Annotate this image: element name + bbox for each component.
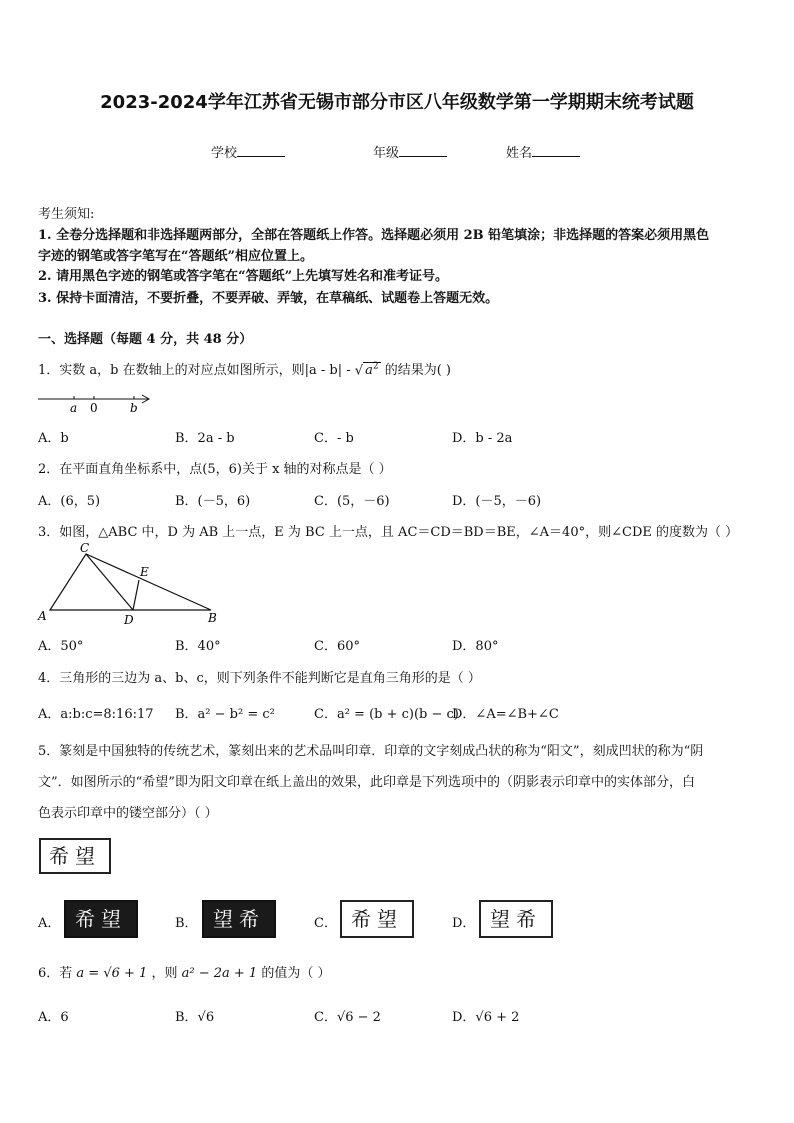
q3-option-a[interactable]: A．50° bbox=[38, 639, 84, 654]
q5-option-b-seal[interactable] bbox=[202, 900, 276, 938]
q1-option-b[interactable]: B．2a - b bbox=[175, 431, 235, 446]
triangle-figure bbox=[36, 540, 226, 628]
q4-option-d[interactable]: D．∠A=∠B+∠C bbox=[452, 707, 559, 722]
school-field bbox=[211, 142, 285, 161]
question-2: 2．在平面直角坐标系中，点(5，6)关于 x 轴的对称点是（ ） bbox=[38, 462, 392, 477]
question-6 bbox=[38, 962, 330, 981]
point-d: D bbox=[124, 613, 134, 627]
axis-label-0: 0 bbox=[90, 401, 98, 415]
notice-line: 字迹的钢笔或答字笔写在“答题纸”相应位置上。 bbox=[38, 249, 313, 264]
school-label: 学校 bbox=[211, 146, 238, 161]
q2-option-a[interactable]: A．(6，5) bbox=[38, 494, 101, 509]
q1-option-a[interactable]: A．b bbox=[38, 431, 69, 446]
seal-imprint bbox=[39, 838, 111, 874]
question-3: 3．如图，△ABC 中，D 为 AB 上一点，E 为 BC 上一点，且 AC＝CD＝BD＝BE，∠A＝40°，则∠CDE 的度数为（ ） bbox=[38, 525, 739, 540]
q4-option-c[interactable]: C．a² = (b + c)(b − c) bbox=[314, 707, 459, 722]
point-a: A bbox=[38, 609, 47, 623]
q6-option-b[interactable]: B．√6 bbox=[175, 1010, 215, 1025]
point-e: E bbox=[140, 565, 149, 579]
school-blank[interactable] bbox=[237, 144, 285, 157]
notice-heading: 考生须知: bbox=[38, 207, 95, 222]
q4-option-b[interactable]: B．a² − b² = c² bbox=[175, 707, 275, 722]
notice-line: 3. 保持卡面清洁，不要折叠，不要弄破、弄皱，在草稿纸、试题卷上答题无效。 bbox=[38, 291, 499, 306]
name-label: 姓名 bbox=[506, 146, 533, 161]
q3-option-d[interactable]: D．80° bbox=[452, 639, 499, 654]
question-1 bbox=[38, 359, 451, 378]
q5-option-b-label[interactable]: B． bbox=[175, 916, 198, 931]
page-title: 2023-2024学年江苏省无锡市部分市区八年级数学第一学期期末统考试题 bbox=[100, 92, 694, 113]
q1-option-d[interactable]: D．b - 2a bbox=[452, 431, 513, 446]
point-b: B bbox=[208, 611, 217, 625]
q6-stem-mid: ，则 bbox=[151, 966, 178, 981]
number-line-figure bbox=[38, 390, 158, 420]
point-c: C bbox=[80, 541, 90, 555]
q1-stem: 1．实数 a，b 在数轴上的对应点如图所示，则|a - b| - bbox=[38, 363, 351, 378]
q2-option-c[interactable]: C．(5，－6) bbox=[314, 494, 390, 509]
q5-option-d-label[interactable]: D． bbox=[452, 916, 476, 931]
grade-blank[interactable] bbox=[399, 144, 447, 157]
q6-stem-end: 的值为（ ） bbox=[261, 966, 331, 981]
seal-text: 希望 bbox=[75, 907, 127, 931]
question-5-line: 5．篆刻是中国独特的传统艺术，篆刻出来的艺术品叫印章．印章的文字刻成凸状的称为“阳文”，刻成凹状的称为“阴 bbox=[38, 744, 704, 759]
seal-text: 希望 bbox=[351, 907, 403, 931]
q5-option-c-seal[interactable] bbox=[340, 900, 414, 938]
seal-text: 望希 bbox=[490, 907, 542, 931]
q2-option-b[interactable]: B．(－5，6) bbox=[175, 494, 251, 509]
section-heading: 一、选择题（每题 4 分，共 48 分） bbox=[38, 332, 253, 347]
q1-option-c[interactable]: C．- b bbox=[314, 431, 354, 446]
grade-field bbox=[373, 142, 447, 161]
q6-option-c[interactable]: C．√6 − 2 bbox=[314, 1010, 381, 1025]
question-5-line: 色表示印章中的镂空部分）（ ） bbox=[38, 806, 218, 821]
question-5-line: 文”．如图所示的“希望”即为阳文印章在纸上盖出的效果，此印章是下列选项中的（阴影表示印章中的实体部分，白 bbox=[38, 775, 695, 790]
q5-option-a-seal[interactable] bbox=[64, 900, 138, 938]
axis-label-a: a bbox=[70, 401, 78, 415]
sqrt-a-squared: √ $a^2$ bbox=[354, 361, 379, 378]
q3-option-c[interactable]: C．60° bbox=[314, 639, 360, 654]
name-field bbox=[506, 142, 580, 161]
q3-option-b[interactable]: B．40° bbox=[175, 639, 221, 654]
notice-line: 1. 全卷分选择题和非选择题两部分，全部在答题纸上作答。选择题必须用 2B 铅笔填涂；非选择题的答案必须用黑色 bbox=[38, 228, 710, 243]
seal-text: 希望 bbox=[49, 844, 101, 868]
q6-equation: a = √6 + 1 bbox=[76, 966, 148, 981]
q6-stem: 6．若 bbox=[38, 966, 73, 981]
q5-option-d-seal[interactable] bbox=[479, 900, 553, 938]
seal-text: 望希 bbox=[213, 907, 265, 931]
q4-option-a[interactable]: A．a:b:c=8:16:17 bbox=[38, 707, 154, 722]
q1-stem-end: 的结果为( ) bbox=[384, 363, 451, 378]
axis-label-b: b bbox=[130, 401, 138, 415]
question-4: 4．三角形的三边为 a、b、c，则下列条件不能判断它是直角三角形的是（ ） bbox=[38, 671, 481, 686]
q2-option-d[interactable]: D．(－5，－6) bbox=[452, 494, 542, 509]
q6-option-a[interactable]: A．6 bbox=[38, 1010, 69, 1025]
q1-exponent: 2 bbox=[372, 361, 379, 372]
q5-option-c-label[interactable]: C． bbox=[314, 916, 337, 931]
grade-label: 年级 bbox=[373, 146, 400, 161]
q5-option-a-label[interactable]: A． bbox=[38, 916, 61, 931]
q6-option-d[interactable]: D．√6 + 2 bbox=[452, 1010, 520, 1025]
name-blank[interactable] bbox=[532, 144, 580, 157]
q1-radicand: a bbox=[365, 363, 373, 378]
q6-expression: a² − 2a + 1 bbox=[181, 966, 258, 981]
notice-line: 2. 请用黑色字迹的钢笔或答字笔在“答题纸”上先填写姓名和准考证号。 bbox=[38, 269, 449, 284]
